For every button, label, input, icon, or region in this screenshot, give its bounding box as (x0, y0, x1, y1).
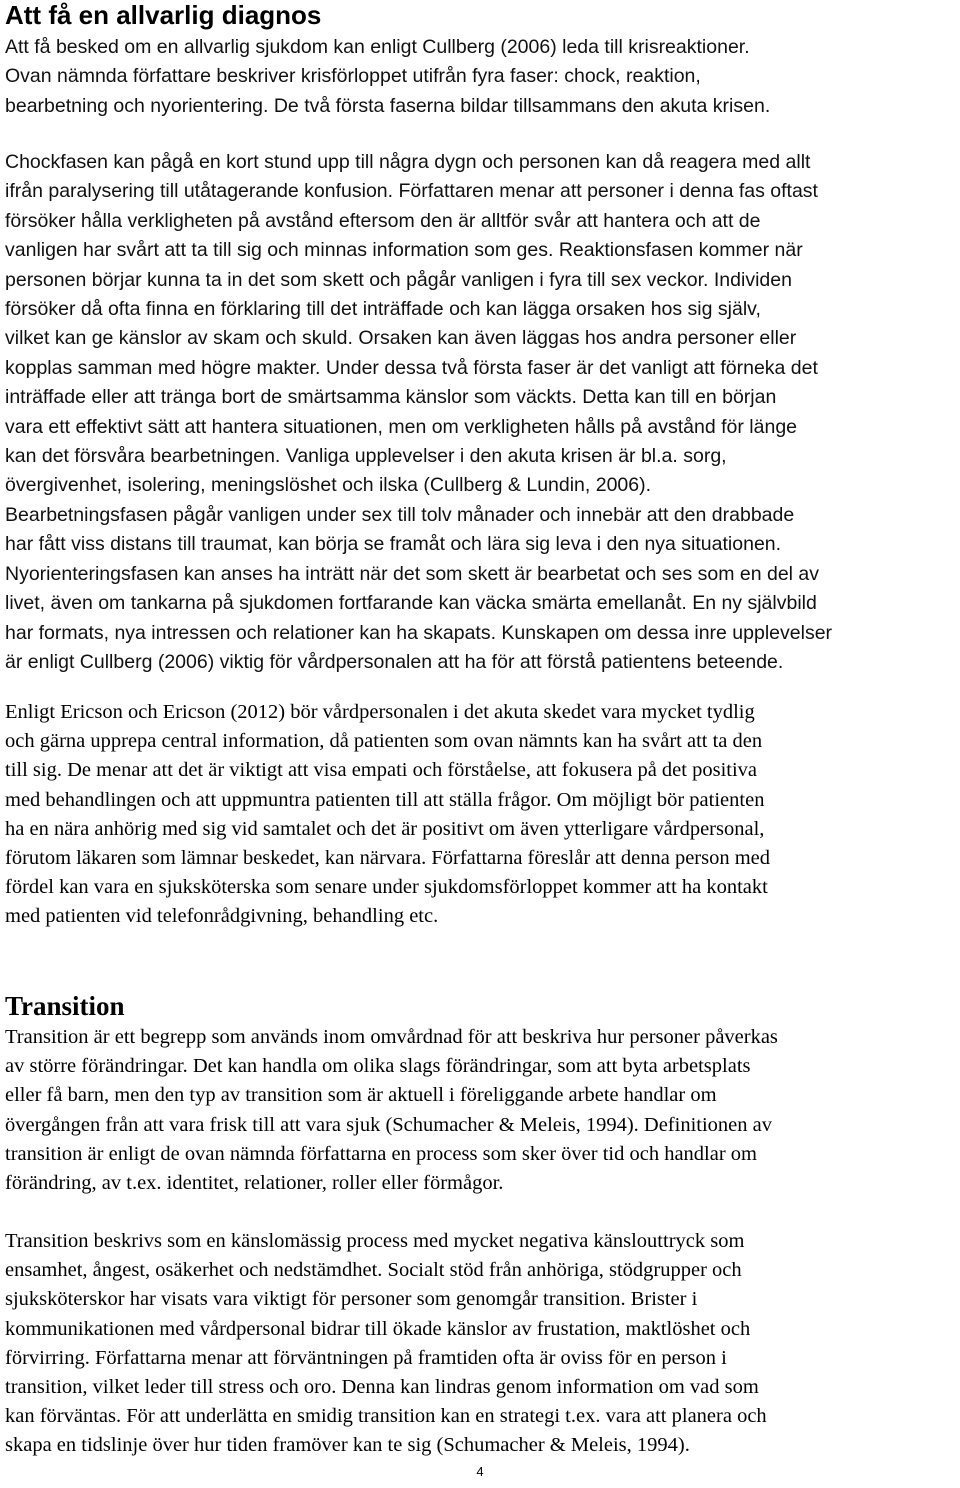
text-line: Enligt Ericson och Ericson (2012) bör vårdpersonalen i det akuta skedet vara mycket tydlig (5, 701, 755, 723)
text-line: övergivenhet, isolering, meningslöshet och ilska (Cullberg & Lundin, 2006). (5, 474, 652, 497)
section-heading-diagnos: Att få en allvarlig diagnos (5, 0, 322, 30)
text-line: bearbetning och nyorientering. De två första faserna bildar tillsammans den akuta krisen. (5, 94, 771, 117)
paragraph-transition-emotional (5, 1227, 767, 1461)
text-line: inträffade eller att tränga bort de smärtsamma känslor som väckts. Detta kan till en början (5, 386, 777, 409)
paragraph-ericson (5, 698, 770, 932)
text-line: till sig. De menar att det är viktigt att visa empati och förståelse, att fokusera på det positiva (5, 759, 758, 782)
text-line: har formats, nya intressen och relationer kan ha skapats. Kunskapen om dessa inre upplevelser (5, 621, 833, 644)
text-line: kan det försvåra bearbetningen. Vanliga upplevelser i den akuta krisen är bl.a. sorg, (5, 445, 727, 468)
text-line: Att få besked om en allvarlig sjukdom kan enligt Cullberg (2006) leda till krisreaktioner. (5, 36, 750, 58)
text-line: personen börjar kunna ta in det som skett och pågår vanligen i fyra till sex veckor. Individen (5, 268, 792, 291)
text-line: Ovan nämnda författare beskriver krisförloppet utifrån fyra faser: chock, reaktion, (5, 65, 701, 88)
paragraph-intro (5, 33, 770, 121)
text-line: ifrån paralysering till utåtagerande konfusion. Författaren menar att personer i denna fas oftast (5, 180, 818, 203)
text-line: med behandlingen och att uppmuntra patienten till att ställa frågor. Om möjligt bör patienten (5, 788, 765, 811)
text-line: ha en nära anhörig med sig vid samtalet och det är positivt om även ytterligare vårdpersonal, (5, 817, 765, 840)
text-line: kan förväntas. För att underlätta en smidig transition kan en strategi t.ex. vara att planera och (5, 1405, 767, 1428)
text-line: försöker då ofta finna en förklaring till det inträffade och kan lägga orsaken hos sig själv, (5, 298, 761, 321)
text-line: försöker hålla verkligheten på avstånd eftersom den är alltför svår att hantera och att de (5, 209, 761, 232)
text-line: är enligt Cullberg (2006) viktig för vårdpersonalen att ha för att förstå patientens beteende. (5, 650, 784, 673)
text-line: förutom läkaren som lämnar beskedet, kan närvara. Författarna föreslår att denna person med (5, 847, 771, 870)
text-line: av större förändringar. Det kan handla om olika slags förändringar, som att byta arbetsplats (5, 1055, 751, 1078)
text-line: sjuksköterskor har visats vara viktigt för personer som genomgår transition. Brister i (5, 1288, 698, 1311)
text-line: skapa en tidslinje över hur tiden framöver kan te sig (Schumacher & Meleis, 1994). (5, 1434, 690, 1457)
text-line: förändring, av t.ex. identitet, relationer, roller eller förmågor. (5, 1172, 504, 1195)
page-number: 4 (476, 1464, 484, 1479)
paragraph-transition-definition (5, 1023, 778, 1198)
text-line: vara ett effektivt sätt att hantera situationen, men om verkligheten hålls på avstånd för länge (5, 415, 798, 438)
text-line: Nyorienteringsfasen kan anses ha inträtt när det som skett är bearbetat och ses som en del av (5, 562, 820, 585)
text-line: eller få barn, men den typ av transition som är aktuell i föreliggande arbete handlar om (5, 1084, 717, 1107)
text-line: övergången från att vara frisk till att vara sjuk (Schumacher & Meleis, 1994). Definitionen av (5, 1113, 772, 1136)
text-line: Transition är ett begrepp som används inom omvårdnad för att beskriva hur personer påverkas (5, 1026, 778, 1048)
text-line: vanligen har svårt att ta till sig och minnas information som ges. Reaktionsfasen kommer när (5, 239, 803, 262)
text-line: kommunikationen med vårdpersonal bidrar till ökade känslor av frustation, maktlöshet och (5, 1317, 751, 1340)
text-line: transition är enligt de ovan nämnda författarna en process som sker över tid och handlar om (5, 1142, 757, 1165)
text-line: kopplas samman med högre makter. Under dessa två första faser är det vanligt att förneka det (5, 356, 818, 379)
text-line: Chockfasen kan pågå en kort stund upp till några dygn och personen kan då reagera med allt (5, 151, 811, 173)
text-line: livet, även om tankarna på sjukdomen fortfarande kan väcka smärta emellanåt. En ny självbild (5, 592, 817, 615)
text-line: vilket kan ge känslor av skam och skuld. Orsaken kan även läggas hos andra personer eller (5, 327, 797, 350)
text-line: förvirring. Författarna menar att förväntningen på framtiden ofta är oviss för en person i (5, 1346, 727, 1369)
text-line: transition, vilket leder till stress och oro. Denna kan lindras genom information om vad som (5, 1376, 759, 1399)
text-line: med patienten vid telefonrådgivning, behandling etc. (5, 905, 439, 928)
text-line: Transition beskrivs som en känslomässig process med mycket negativa känslouttryck som (5, 1230, 745, 1252)
text-line: ensamhet, ångest, osäkerhet och nedstämdhet. Socialt stöd från anhöriga, stödgrupper och (5, 1259, 742, 1282)
text-line: Bearbetningsfasen pågår vanligen under sex till tolv månader och innebär att den drabbade (5, 503, 795, 526)
section-heading-transition: Transition (5, 991, 125, 1021)
text-line: har fått viss distans till traumat, kan börja se framåt och lära sig leva i den nya situationen. (5, 533, 782, 556)
text-line: fördel kan vara en sjuksköterska som senare under sjukdomsförloppet kommer att ha kontakt (5, 876, 768, 899)
text-line: och gärna upprepa central information, då patienten som ovan nämnts kan ha svårt att ta den (5, 730, 763, 753)
paragraph-crisis-phases (5, 148, 832, 677)
